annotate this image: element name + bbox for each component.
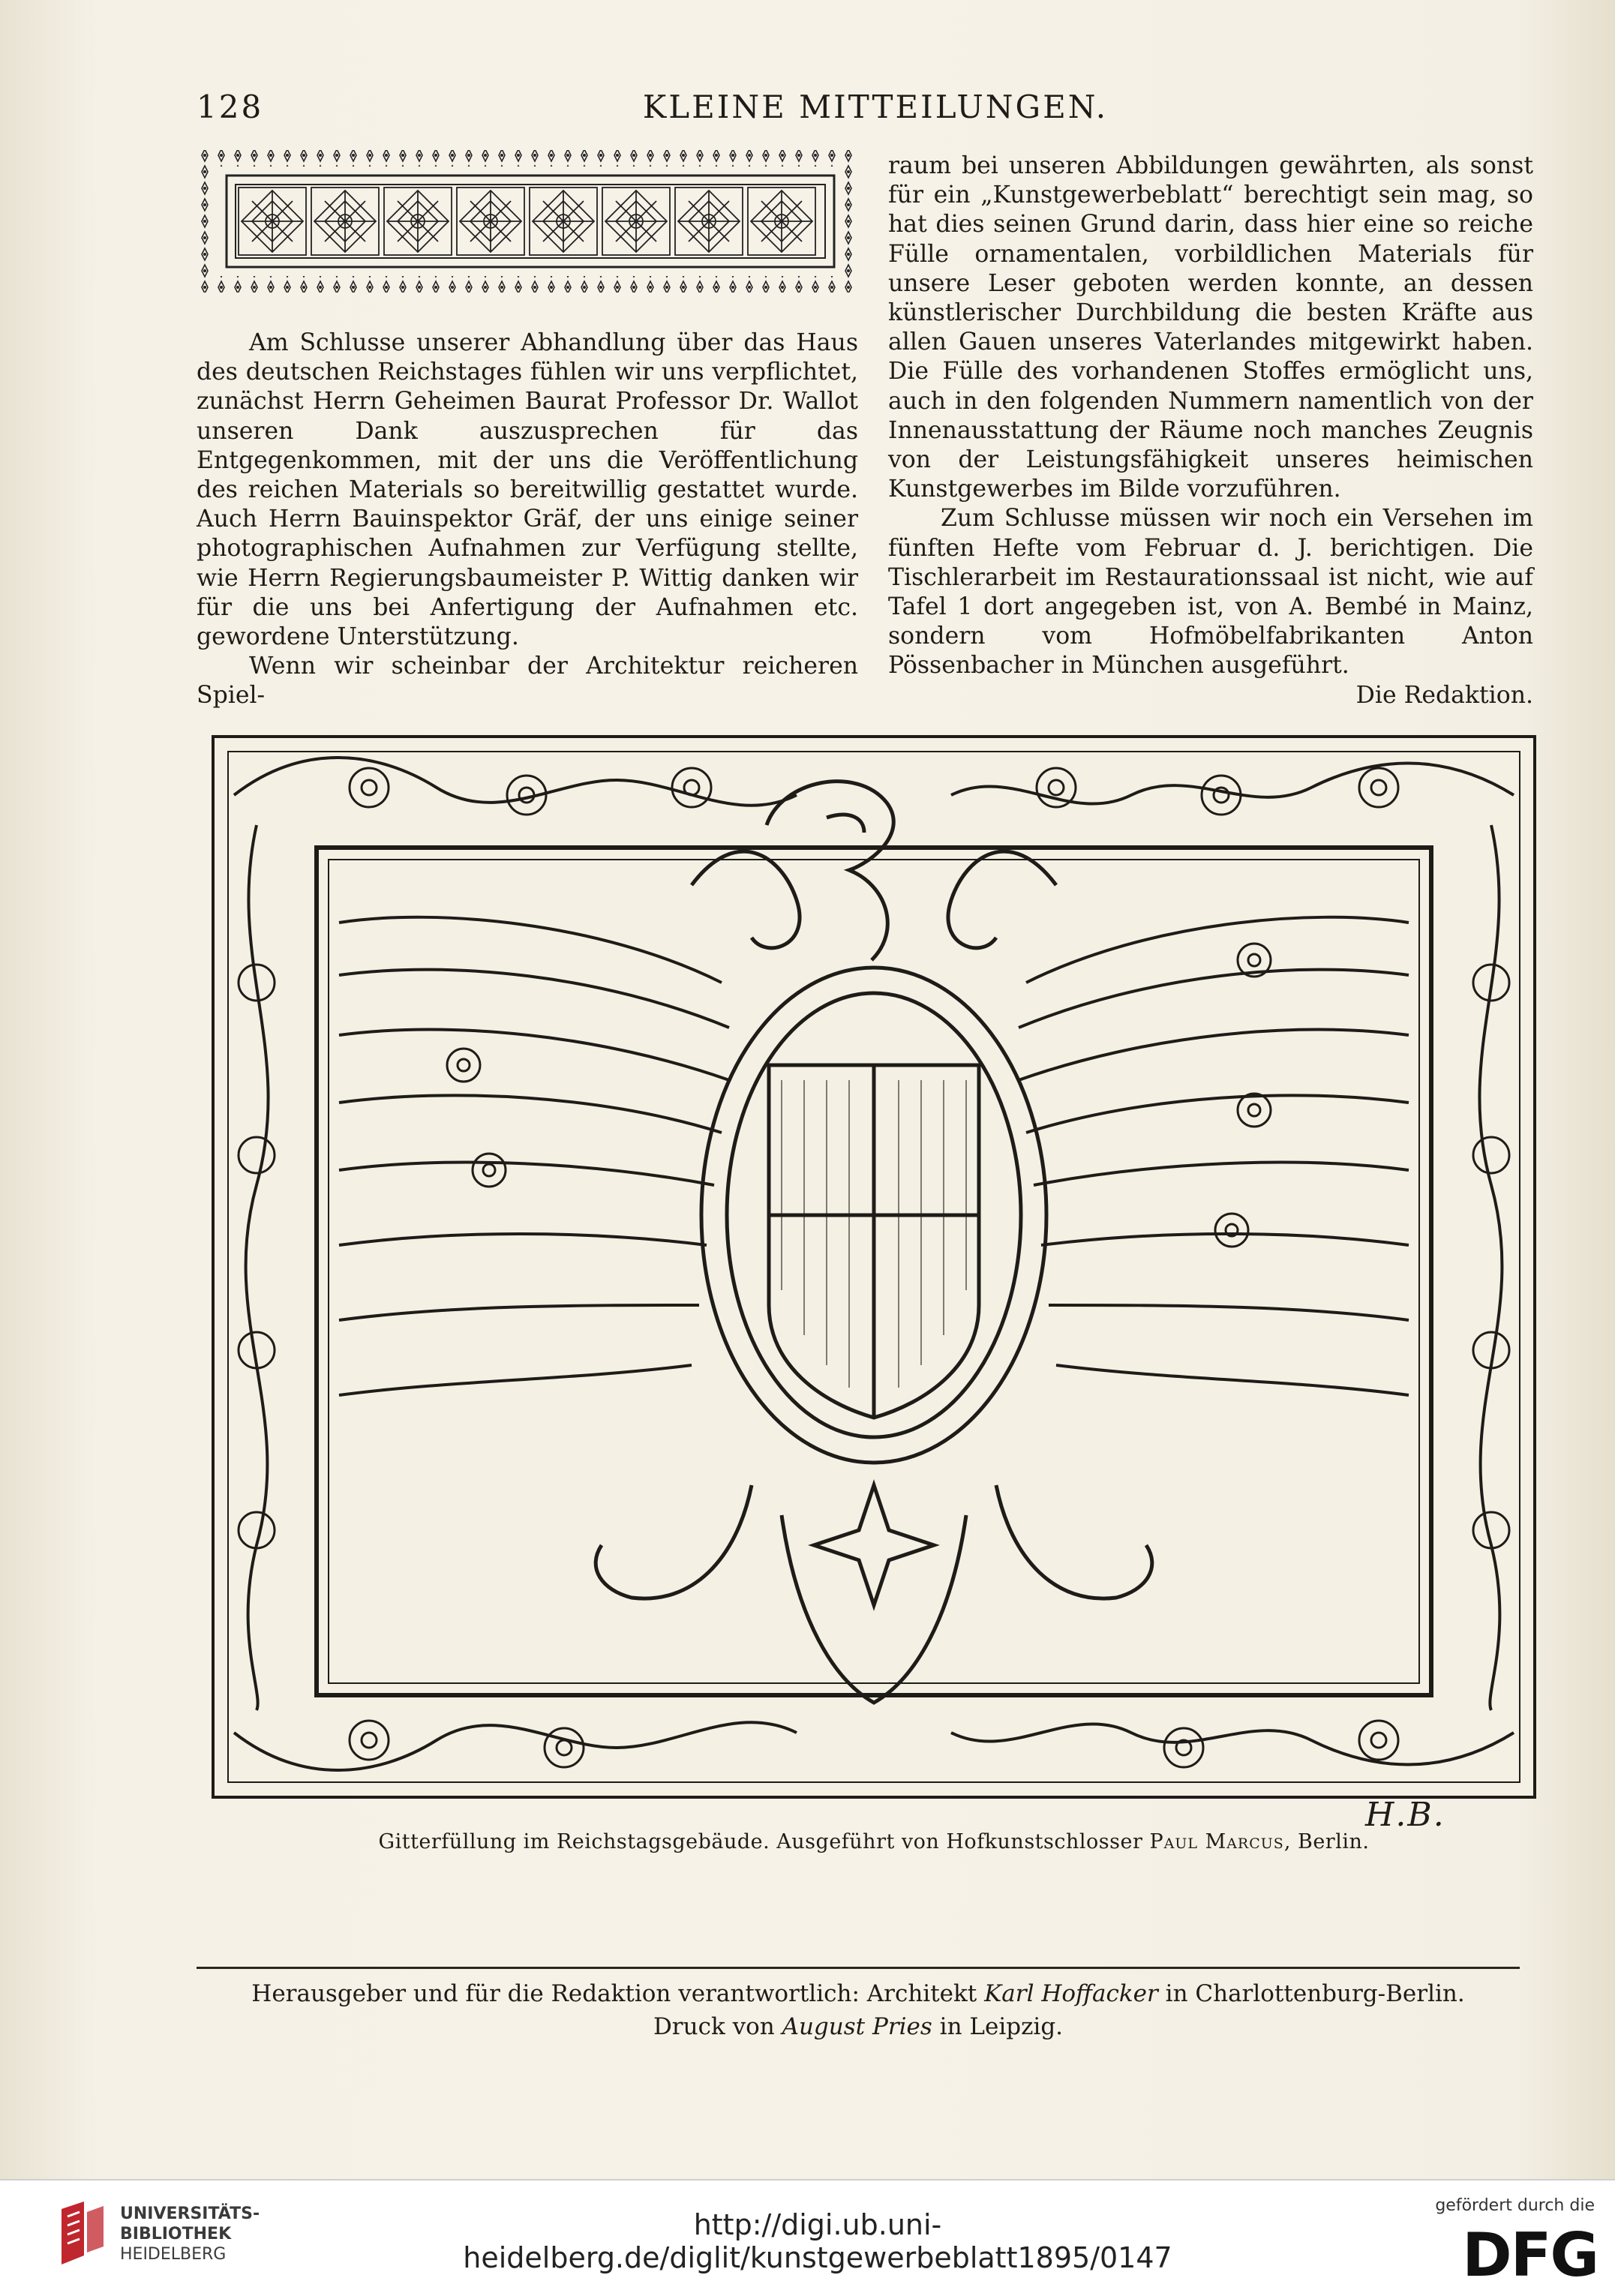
right-paragraph-2: Zum Schlusse müssen wir noch ein Versehen im fünften Hefte vom Februar d. J. berichtigen. Die Tischlerarbeit im Restaurationssaal ist nicht, wie auf Tafel 1 dort angegeben ist, von A. Bembé in Mainz, sondern vom Hofmöbelfabrikanten Anton Pössenbacher in München ausgeführt. — [888, 505, 1533, 680]
left-paragraph-2: Wenn wir scheinbar der Architektur reicheren Spiel- — [197, 653, 858, 710]
figure-caption — [212, 1830, 1536, 1853]
running-head — [197, 89, 1554, 134]
imprint-printer-line — [197, 2013, 1520, 2040]
library-name-line-3: HEIDELBERG — [120, 2245, 227, 2264]
editorial-signature: Die Redaktion. — [1355, 681, 1533, 709]
imprint-editor-prefix: Herausgeber und für die Redaktion verantwortlich: Architekt — [251, 1980, 985, 2007]
library-name-line-1: UNIVERSITÄTS- — [120, 2204, 260, 2223]
imprint-editor-name: Karl Hoffacker — [984, 1980, 1158, 2007]
library-logo-icon[interactable] — [59, 2201, 107, 2264]
funded-by-label: gefördert durch die — [1435, 2196, 1595, 2215]
right-paragraph-1: raum bei unseren Abbildungen gewährten, als sonst für ein „Kunstgewerbeblatt“ berechtigt sein mag, so hat dies seinen Grund darin, dass hier eine so reiche Fülle ornamentalen, vorbildlichen Materials für unsere Leser geboten werden konnte, an dessen künstlerischer Durchbildung die besten Kräfte aus allen Gauen unseres Vaterlandes mitgewirkt haben. Die Fülle des vorhandenen Stoffes ermöglicht uns, auch in den folgenden Nummern namentlich von der Innenausstattung der Räume noch manches Zeugnis von der Leistungsfähigkeit unseres heimischen Kunstgewerbes im Bilde vorzuführen. — [888, 152, 1533, 503]
left-column — [197, 329, 858, 711]
page-number: 128 — [197, 89, 264, 125]
imprint-editor-line — [197, 1980, 1520, 2007]
running-title: KLEINE MITTEILUNGEN. — [642, 89, 1109, 125]
library-name-line-2: BIBLIOTHEK — [120, 2225, 232, 2243]
caption-craftsman-name: Paul Marcus — [1149, 1830, 1284, 1853]
dfg-logo[interactable]: DFG — [1462, 2220, 1598, 2290]
engraver-monogram: H.B. — [1365, 1796, 1445, 1834]
right-column — [888, 152, 1533, 710]
imprint-rule — [197, 1967, 1520, 1969]
eagle-grille-engraving — [212, 735, 1536, 1799]
imprint-printer-suffix: in Leipzig. — [932, 2013, 1064, 2040]
permalink-url[interactable]: http://digi.ub.uni-heidelberg.de/diglit/kunstgewerbeblatt1895/0147 — [463, 2208, 1172, 2274]
caption-text: Gitterfüllung im Reichstagsgebäude. Ausgeführt von Hofkunstschlosser — [378, 1830, 1150, 1853]
caption-place: , Berlin. — [1283, 1830, 1370, 1853]
imprint-printer-prefix: Druck von — [653, 2013, 782, 2040]
library-name[interactable] — [120, 2204, 260, 2264]
header-ornament — [197, 147, 864, 297]
imprint-editor-suffix: in Charlottenburg-Berlin. — [1157, 1980, 1465, 2007]
imprint-printer-name: August Pries — [782, 2013, 932, 2040]
left-paragraph-1: Am Schlusse unserer Abhandlung über das Haus des deutschen Reichstages fühlen wir uns verpflichtet, zunächst Herrn Geheimen Baurat Professor Dr. Wallot unseren Dank auszusprechen für das Entgegenkommen, mit der uns die Veröffentlichung des reichen Materials so bereitwillig gestattet wurde. Auch Herrn Bauinspektor Gräf, der uns einige seiner photographischen Aufnahmen zur Verfügung stellte, wie Herrn Regierungsbaumeister P. Wittig danken wir für die uns bei Anfertigung der Aufnahmen etc. gewordene Unterstützung. — [197, 329, 858, 651]
